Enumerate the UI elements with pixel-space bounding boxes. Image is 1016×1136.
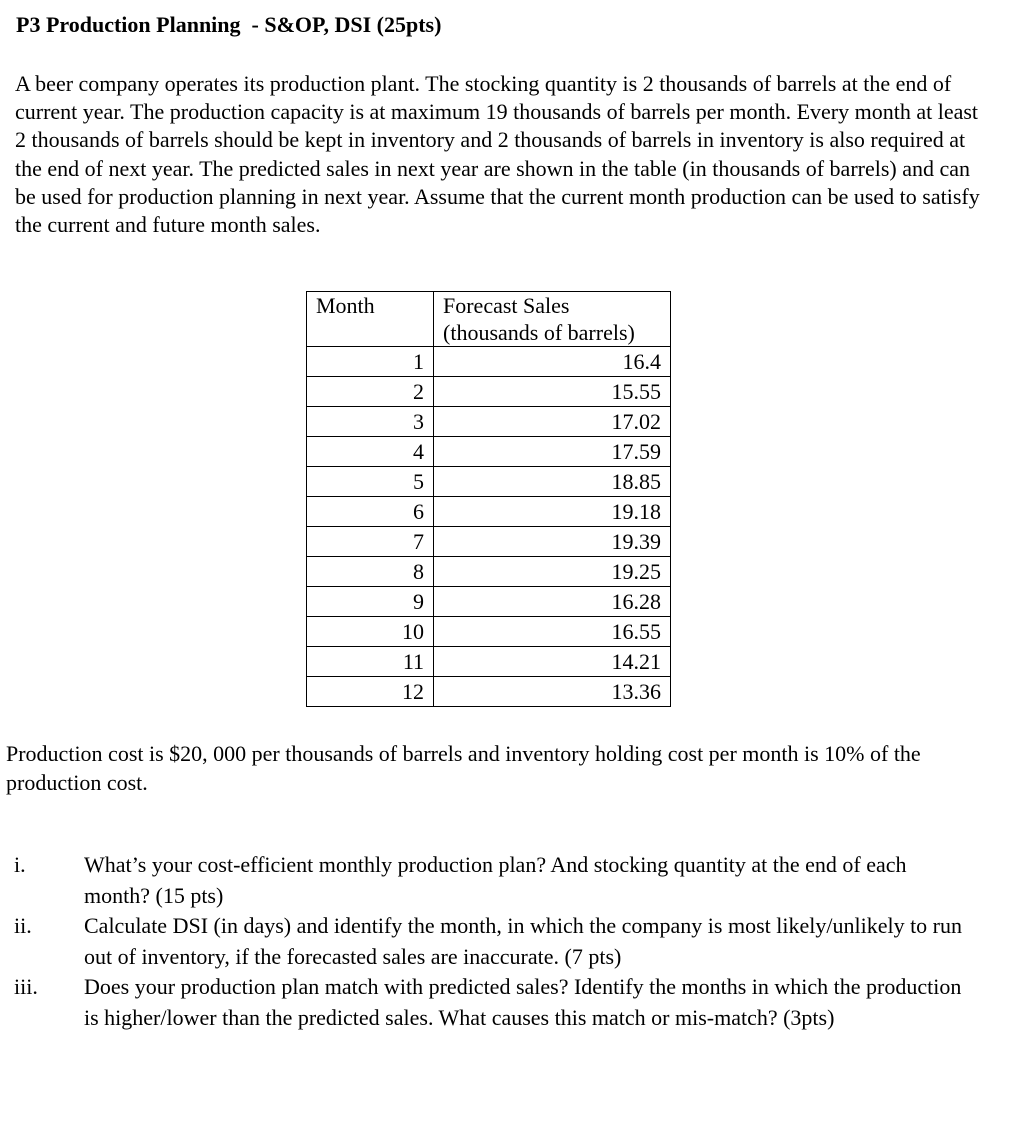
- question-text: Does your production plan match with predicted sales? Identify the months in which the production is higher/lower than the predicted sales. What causes this match or mis-match? (3pts): [84, 974, 962, 1030]
- question-item: [0, 972, 1016, 1033]
- question-item: [0, 911, 1016, 972]
- table-body: [307, 347, 671, 707]
- table-row: [307, 617, 671, 647]
- table-row: [307, 407, 671, 437]
- forecast-sales-cell: 16.4: [434, 347, 671, 377]
- question-number: ii.: [14, 913, 32, 938]
- month-cell: 5: [307, 467, 434, 497]
- forecast-sales-cell: 16.55: [434, 617, 671, 647]
- forecast-sales-cell: 19.39: [434, 527, 671, 557]
- forecast-sales-cell: 13.36: [434, 677, 671, 707]
- question-number: i.: [14, 852, 26, 877]
- table-row: [307, 467, 671, 497]
- month-cell: 2: [307, 377, 434, 407]
- column-header-forecast-sales: Forecast Sales (thousands of barrels): [434, 292, 671, 347]
- table-header-row: [307, 292, 671, 347]
- forecast-sales-cell: 16.28: [434, 587, 671, 617]
- column-header-month: Month: [307, 292, 434, 347]
- question-text: What’s your cost-efficient monthly production plan? And stocking quantity at the end of each month? (15 pts): [84, 852, 907, 908]
- month-cell: 6: [307, 497, 434, 527]
- forecast-sales-cell: 19.18: [434, 497, 671, 527]
- problem-description: A beer company operates its production plant. The stocking quantity is 2 thousands of barrels at the end of current year. The production capacity is at maximum 19 thousands of barrels per month. Every month at least 2 thousands of barrels should be kept in inventory and 2 thousands of barrels in inventory is also required at the end of next year. The predicted sales in next year are shown in the table (in thousands of barrels) and can be used for production planning in next year. Assume that the current month production can be used to satisfy the current and future month sales.: [15, 71, 980, 238]
- question-text: Calculate DSI (in days) and identify the month, in which the company is most likely/unlikely to run out of inventory, if the forecasted sales are inaccurate. (7 pts): [84, 913, 963, 969]
- month-cell: 4: [307, 437, 434, 467]
- question-item: [0, 850, 1016, 911]
- cost-statement: Production cost is $20, 000 per thousands of barrels and inventory holding cost per month is 10% of the production cost.: [6, 741, 921, 795]
- month-cell: 9: [307, 587, 434, 617]
- table-row: [307, 497, 671, 527]
- table-row: [307, 377, 671, 407]
- month-cell: 1: [307, 347, 434, 377]
- table-row: [307, 557, 671, 587]
- forecast-sales-cell: 18.85: [434, 467, 671, 497]
- month-cell: 3: [307, 407, 434, 437]
- forecast-sales-cell: 17.02: [434, 407, 671, 437]
- forecast-sales-cell: 17.59: [434, 437, 671, 467]
- month-cell: 8: [307, 557, 434, 587]
- month-cell: 11: [307, 647, 434, 677]
- forecast-sales-cell: 19.25: [434, 557, 671, 587]
- table-row: [307, 347, 671, 377]
- table-row: [307, 587, 671, 617]
- problem-title: P3 Production Planning - S&OP, DSI (25pts): [16, 12, 442, 37]
- table-row: [307, 677, 671, 707]
- question-list: [0, 850, 1016, 1033]
- table-row: [307, 437, 671, 467]
- forecast-sales-table: [306, 291, 671, 707]
- forecast-sales-cell: 14.21: [434, 647, 671, 677]
- month-cell: 7: [307, 527, 434, 557]
- table-row: [307, 527, 671, 557]
- month-cell: 10: [307, 617, 434, 647]
- question-number: iii.: [14, 974, 38, 999]
- forecast-sales-cell: 15.55: [434, 377, 671, 407]
- table-row: [307, 647, 671, 677]
- month-cell: 12: [307, 677, 434, 707]
